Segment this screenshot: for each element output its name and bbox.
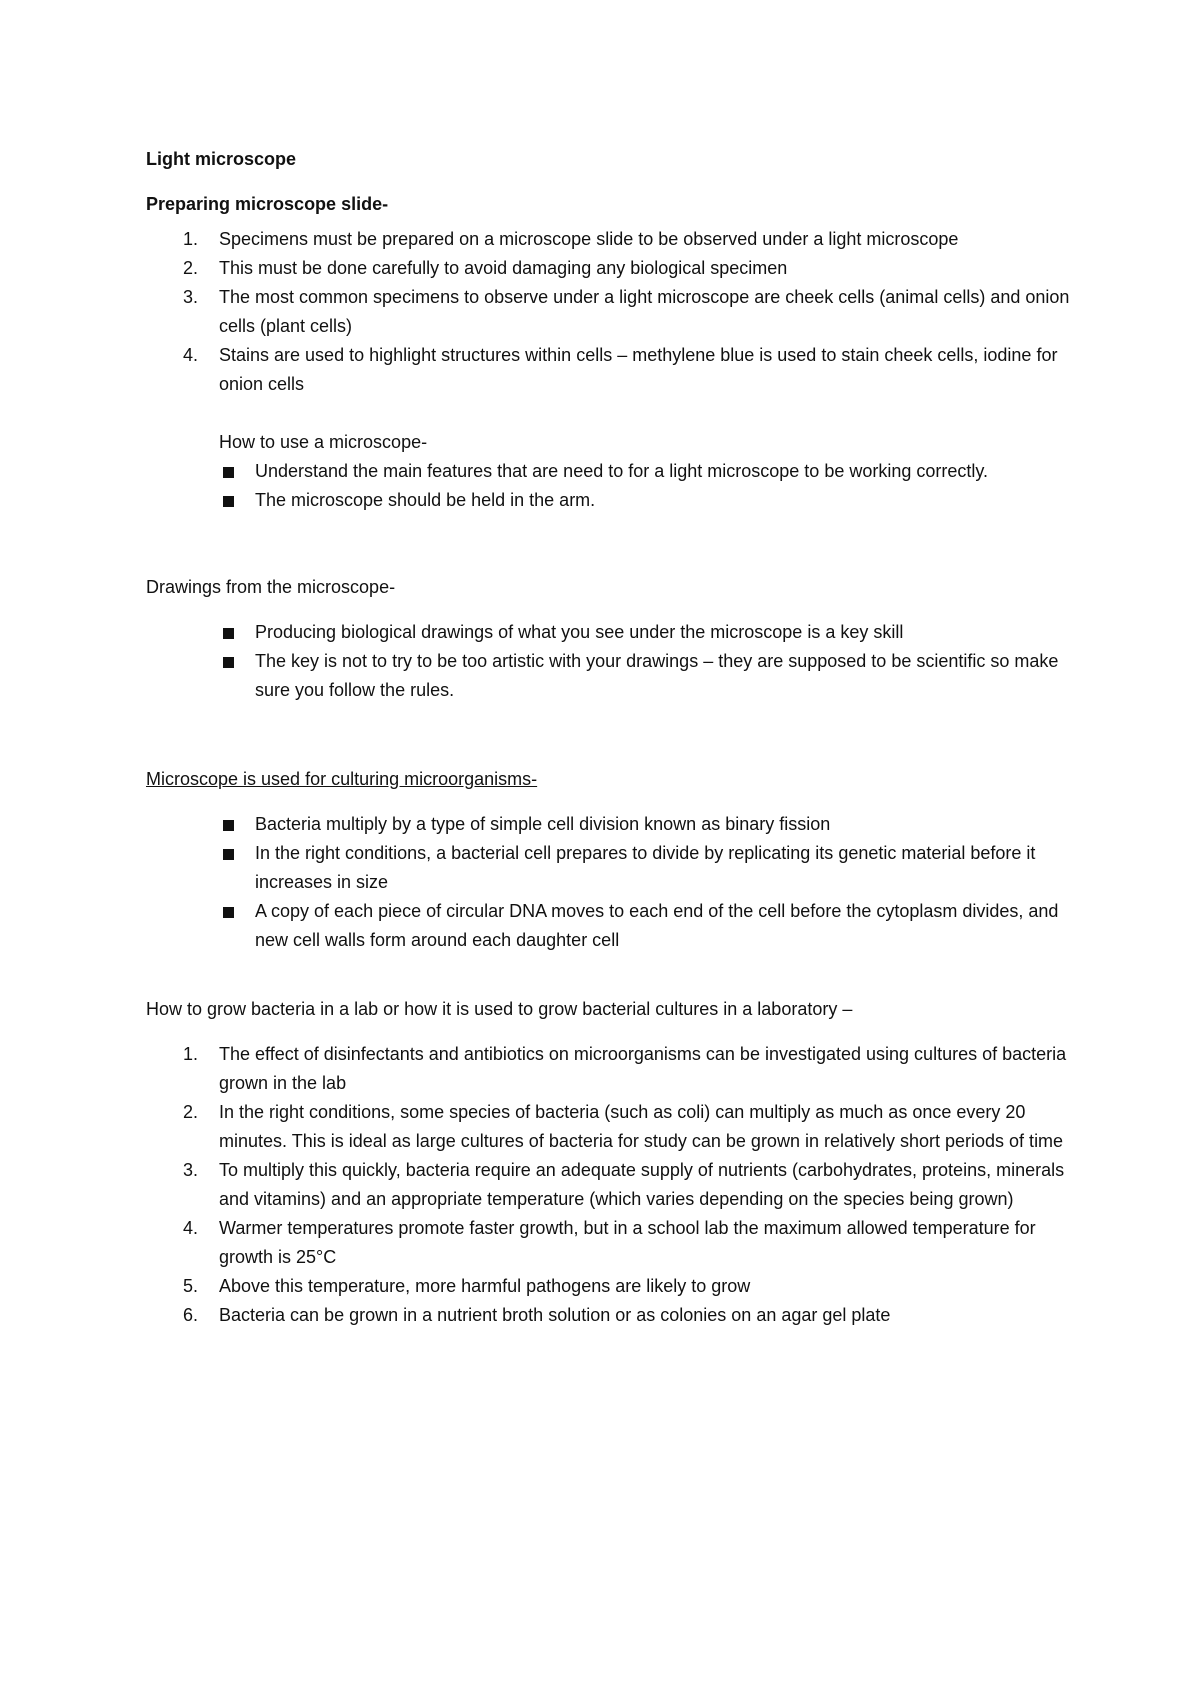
list-number: 2. <box>183 1102 199 1122</box>
list-item <box>146 341 1076 399</box>
list-item <box>146 1098 1076 1156</box>
list-item-text: Specimens must be prepared on a microscope slide to be observed under a light microscope <box>219 229 959 249</box>
list-item-text: Bacteria can be grown in a nutrient broth solution or as colonies on an agar gel plate <box>219 1305 891 1325</box>
list-item-text: Understand the main features that are need to for a light microscope to be working correctly. <box>255 461 989 481</box>
list-number: 2. <box>183 258 199 278</box>
list-item-text: To multiply this quickly, bacteria require an adequate supply of nutrients (carbohydrates, proteins, minerals and vitamins) and an appropriate temperature (which varies depending on the species being grown) <box>219 1160 1065 1209</box>
document-content <box>146 145 1076 1330</box>
list-number: 1. <box>183 1044 199 1064</box>
list-item-text: Above this temperature, more harmful pathogens are likely to grow <box>219 1276 751 1296</box>
list-item <box>146 457 1076 486</box>
spacer <box>146 602 1076 618</box>
list-number: 4. <box>183 1218 199 1238</box>
list-item-text: In the right conditions, a bacterial cell prepares to divide by replicating its genetic material before it increases in size <box>255 843 1036 892</box>
list-item-text: The key is not to try to be too artistic with your drawings – they are supposed to be scientific so make sure you follow the rules. <box>255 651 1059 700</box>
list-item <box>146 1040 1076 1098</box>
list-item-text: A copy of each piece of circular DNA moves to each end of the cell before the cytoplasm divides, and new cell walls form around each daughter cell <box>255 901 1059 950</box>
spacer <box>146 955 1076 995</box>
spacer <box>146 1024 1076 1040</box>
list-item <box>146 1214 1076 1272</box>
square-bullet-icon <box>223 820 234 831</box>
section-heading-preparing-slide: Preparing microscope slide- <box>146 194 389 214</box>
list-item-text: In the right conditions, some species of bacteria (such as coli) can multiply as much as once every 20 minutes. This is ideal as large cultures of bacteria for study can be grown in relatively short periods of time <box>219 1102 1064 1151</box>
list-item <box>146 1156 1076 1214</box>
section-heading-grow-bacteria: How to grow bacteria in a lab or how it is used to grow bacterial cultures in a laboratory – <box>146 999 853 1019</box>
square-bullet-icon <box>223 496 234 507</box>
spacer <box>146 515 1076 573</box>
list-item-text: Bacteria multiply by a type of simple cell division known as binary fission <box>255 814 831 834</box>
list-item <box>146 1301 1076 1330</box>
spacer <box>146 705 1076 765</box>
list-item-text: The effect of disinfectants and antibiotics on microorganisms can be investigated using cultures of bacteria grown in the lab <box>219 1044 1067 1093</box>
square-bullet-icon <box>223 467 234 478</box>
spacer <box>146 399 1076 428</box>
list-item <box>146 486 1076 515</box>
list-number: 3. <box>183 1160 199 1180</box>
how-to-use-list <box>146 457 1076 515</box>
list-item-text: Warmer temperatures promote faster growth, but in a school lab the maximum allowed temperature for growth is 25°C <box>219 1218 1036 1267</box>
list-item-text: The most common specimens to observe under a light microscope are cheek cells (animal cells) and onion cells (plant cells) <box>219 287 1070 336</box>
grow-bacteria-list <box>146 1040 1076 1330</box>
list-number: 6. <box>183 1305 199 1325</box>
list-item <box>146 618 1076 647</box>
square-bullet-icon <box>223 907 234 918</box>
list-item-text: This must be done carefully to avoid damaging any biological specimen <box>219 258 788 278</box>
list-item <box>146 1272 1076 1301</box>
document-title: Light microscope <box>146 149 297 169</box>
section-heading-how-to-use: How to use a microscope- <box>219 432 428 452</box>
square-bullet-icon <box>223 628 234 639</box>
section-heading-culturing: Microscope is used for culturing microorganisms- <box>146 769 538 789</box>
list-item <box>146 283 1076 341</box>
preparing-slide-list <box>146 225 1076 399</box>
list-item <box>146 254 1076 283</box>
list-item-text: The microscope should be held in the arm. <box>255 490 596 510</box>
section-heading-drawings: Drawings from the microscope- <box>146 577 396 597</box>
list-item <box>146 810 1076 839</box>
list-item-text: Stains are used to highlight structures within cells – methylene blue is used to stain cheek cells, iodine for onion cells <box>219 345 1058 394</box>
list-item <box>146 225 1076 254</box>
list-number: 1. <box>183 229 199 249</box>
list-item <box>146 647 1076 705</box>
spacer <box>146 794 1076 810</box>
list-number: 5. <box>183 1276 199 1296</box>
culturing-list <box>146 810 1076 955</box>
drawings-list <box>146 618 1076 705</box>
square-bullet-icon <box>223 849 234 860</box>
list-number: 4. <box>183 345 199 365</box>
list-item-text: Producing biological drawings of what you see under the microscope is a key skill <box>255 622 904 642</box>
square-bullet-icon <box>223 657 234 668</box>
list-number: 3. <box>183 287 199 307</box>
list-item <box>146 839 1076 897</box>
list-item <box>146 897 1076 955</box>
